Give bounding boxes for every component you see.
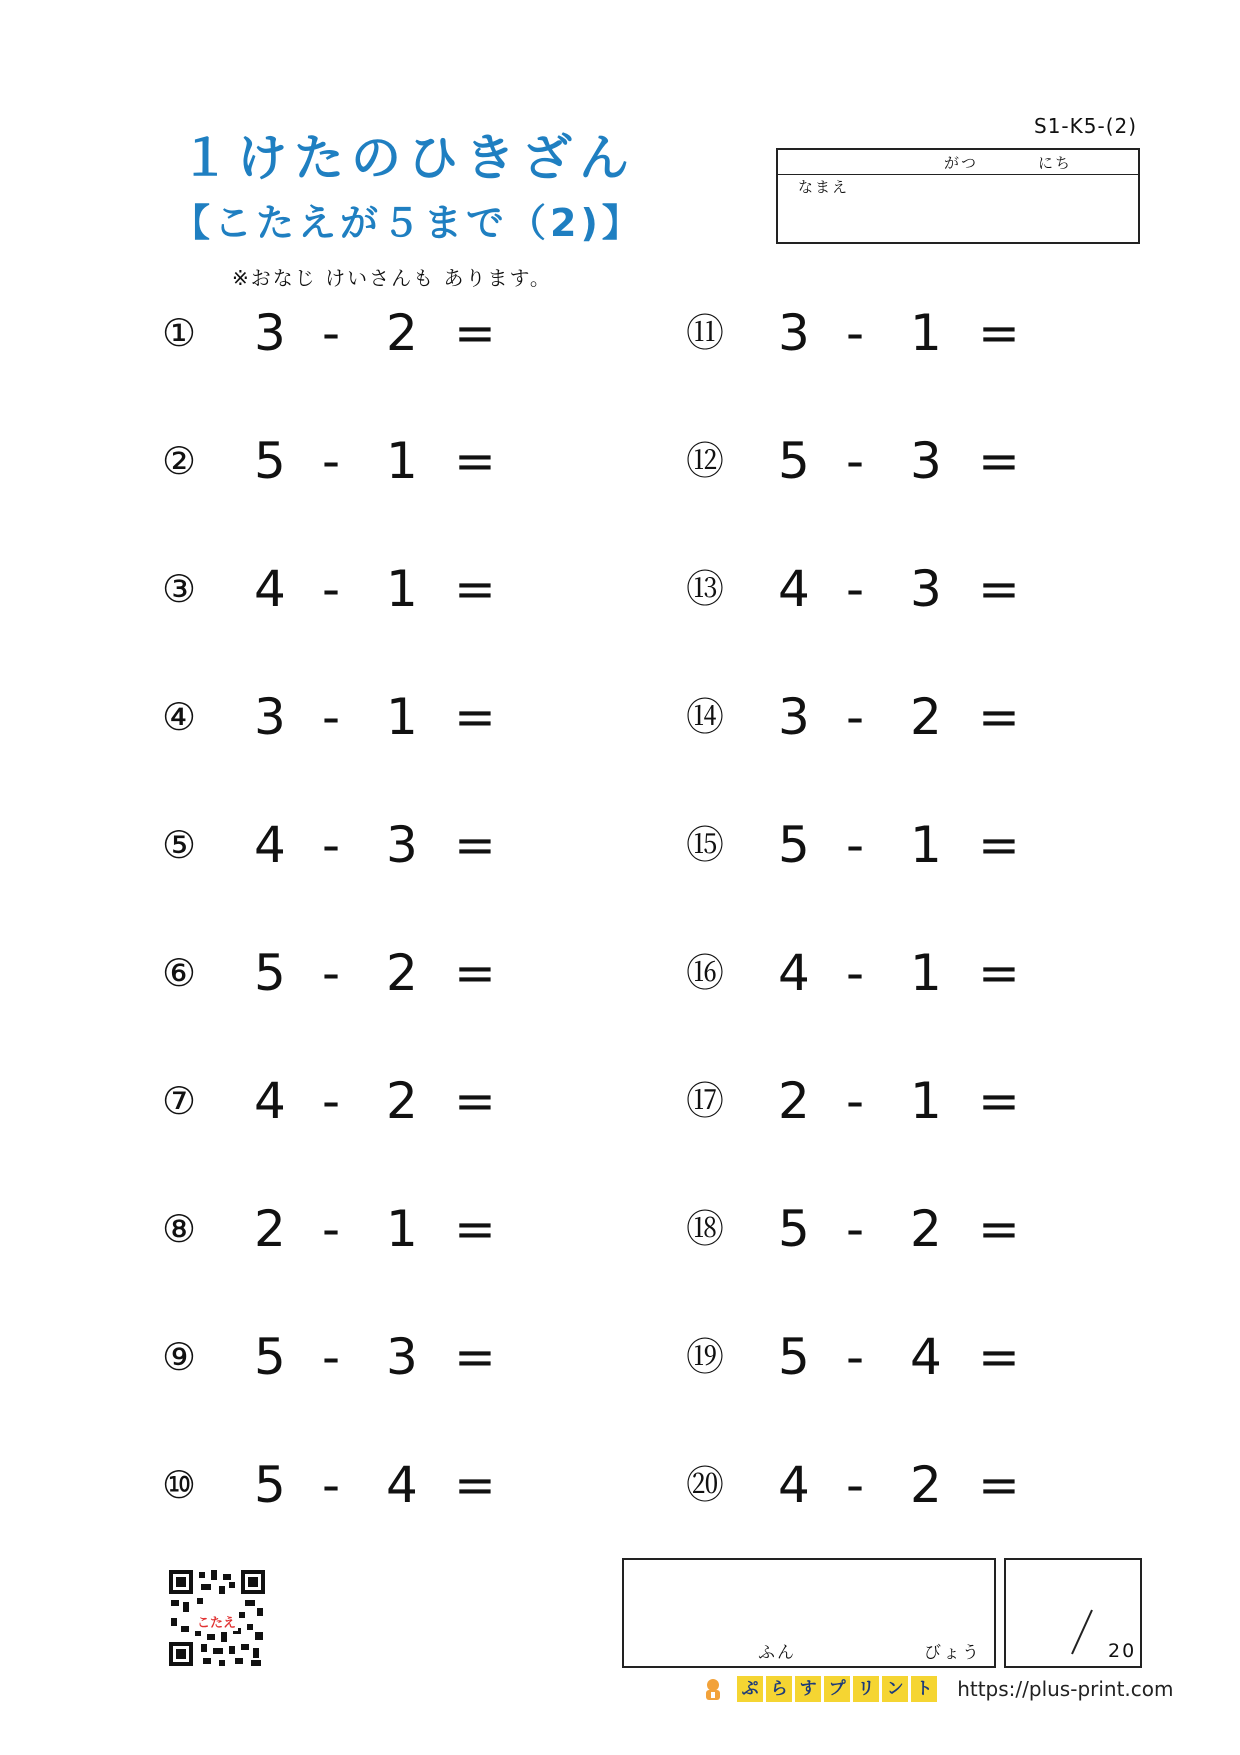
problem-left-10 bbox=[162, 1450, 502, 1520]
brand-char: ト bbox=[911, 1676, 937, 1702]
equals-sign: = bbox=[454, 1328, 496, 1386]
equals-sign: = bbox=[454, 1200, 496, 1258]
problem-right-8 bbox=[686, 1194, 1026, 1264]
minuend: 3 bbox=[778, 688, 810, 746]
worksheet-subtitle: 【こたえが５まで（2)】 bbox=[172, 201, 644, 245]
worksheet-title: １けたのひきざん bbox=[180, 129, 636, 187]
subtrahend: 1 bbox=[386, 432, 418, 490]
minus-sign: - bbox=[322, 304, 341, 362]
equals-sign: = bbox=[978, 688, 1020, 746]
date-row bbox=[778, 150, 1138, 175]
problem-left-5 bbox=[162, 810, 502, 880]
subtrahend: 2 bbox=[386, 1072, 418, 1130]
minus-sign: - bbox=[846, 816, 865, 874]
qr-answer-label: こたえ bbox=[195, 1612, 238, 1631]
problem-number: ⑬ bbox=[686, 567, 725, 611]
brand-footer bbox=[700, 1676, 1174, 1708]
subtrahend: 1 bbox=[910, 304, 942, 362]
minuend: 3 bbox=[254, 304, 286, 362]
problem-right-2 bbox=[686, 426, 1026, 496]
problem-left-2 bbox=[162, 426, 502, 496]
problem-right-7 bbox=[686, 1066, 1026, 1136]
minuend: 5 bbox=[254, 432, 286, 490]
brand-char: ぷ bbox=[737, 1676, 763, 1702]
problem-number: ⑫ bbox=[686, 439, 725, 483]
minuend: 5 bbox=[778, 816, 810, 874]
minuend: 5 bbox=[778, 432, 810, 490]
equals-sign: = bbox=[978, 816, 1020, 874]
minus-sign: - bbox=[322, 1200, 341, 1258]
subtrahend: 1 bbox=[386, 1200, 418, 1258]
problem-number: ⑱ bbox=[686, 1207, 725, 1251]
equals-sign: = bbox=[454, 304, 496, 362]
equals-sign: = bbox=[978, 944, 1020, 1002]
minuend: 4 bbox=[254, 560, 286, 618]
equals-sign: = bbox=[454, 944, 496, 1002]
score-box[interactable] bbox=[1004, 1558, 1142, 1668]
name-label: なまえ bbox=[798, 178, 850, 196]
problem-number: ② bbox=[162, 439, 197, 483]
subtrahend: 1 bbox=[910, 816, 942, 874]
time-box[interactable] bbox=[622, 1558, 996, 1668]
subtrahend: 1 bbox=[910, 944, 942, 1002]
problem-number: ③ bbox=[162, 567, 197, 611]
brand-mascot-icon bbox=[700, 1676, 726, 1702]
problem-number: ⑲ bbox=[686, 1335, 725, 1379]
equals-sign: = bbox=[978, 304, 1020, 362]
problem-number: ① bbox=[162, 311, 197, 355]
minuend: 3 bbox=[254, 688, 286, 746]
minus-sign: - bbox=[846, 304, 865, 362]
equals-sign: = bbox=[454, 1072, 496, 1130]
subtrahend: 1 bbox=[386, 688, 418, 746]
minuend: 5 bbox=[254, 1328, 286, 1386]
subtrahend: 4 bbox=[386, 1456, 418, 1514]
problem-number: ⑰ bbox=[686, 1079, 725, 1123]
subtrahend: 1 bbox=[910, 1072, 942, 1130]
month-label: がつ bbox=[944, 154, 979, 172]
minuend: 2 bbox=[254, 1200, 286, 1258]
problem-number: ⑨ bbox=[162, 1335, 197, 1379]
problem-left-1 bbox=[162, 298, 502, 368]
brand-char: す bbox=[795, 1676, 821, 1702]
equals-sign: = bbox=[978, 432, 1020, 490]
subtrahend: 4 bbox=[910, 1328, 942, 1386]
problem-right-5 bbox=[686, 810, 1026, 880]
equals-sign: = bbox=[978, 560, 1020, 618]
brand-name bbox=[737, 1679, 940, 1698]
problem-right-9 bbox=[686, 1322, 1026, 1392]
minuend: 2 bbox=[778, 1072, 810, 1130]
minus-sign: - bbox=[846, 432, 865, 490]
minuend: 4 bbox=[254, 1072, 286, 1130]
problem-number: ⑪ bbox=[686, 311, 725, 355]
brand-char: ン bbox=[882, 1676, 908, 1702]
problem-number: ⑯ bbox=[686, 951, 725, 995]
subtrahend: 3 bbox=[386, 1328, 418, 1386]
subtrahend: 3 bbox=[910, 432, 942, 490]
problem-number: ⑧ bbox=[162, 1207, 197, 1251]
score-total: 20 bbox=[1108, 1640, 1137, 1662]
equals-sign: = bbox=[454, 432, 496, 490]
equals-sign: = bbox=[978, 1072, 1020, 1130]
problem-right-10 bbox=[686, 1450, 1026, 1520]
problem-right-4 bbox=[686, 682, 1026, 752]
minuend: 4 bbox=[778, 944, 810, 1002]
problem-number: ⑦ bbox=[162, 1079, 197, 1123]
minus-sign: - bbox=[846, 1328, 865, 1386]
worksheet-note: ※おなじ けいさんも あります。 bbox=[232, 266, 552, 290]
problem-number: ⑮ bbox=[686, 823, 725, 867]
problem-left-3 bbox=[162, 554, 502, 624]
equals-sign: = bbox=[454, 816, 496, 874]
subtrahend: 2 bbox=[910, 1200, 942, 1258]
minuend: 5 bbox=[778, 1328, 810, 1386]
minus-sign: - bbox=[322, 1328, 341, 1386]
minus-sign: - bbox=[322, 560, 341, 618]
problem-right-3 bbox=[686, 554, 1026, 624]
subtrahend: 2 bbox=[386, 944, 418, 1002]
minus-sign: - bbox=[322, 944, 341, 1002]
minus-sign: - bbox=[322, 816, 341, 874]
subtrahend: 2 bbox=[910, 688, 942, 746]
minus-sign: - bbox=[846, 560, 865, 618]
problem-left-6 bbox=[162, 938, 502, 1008]
problem-left-4 bbox=[162, 682, 502, 752]
answer-qr-code[interactable] bbox=[167, 1568, 267, 1668]
problem-number: ④ bbox=[162, 695, 197, 739]
problem-left-8 bbox=[162, 1194, 502, 1264]
day-label: にち bbox=[1038, 154, 1073, 172]
subtrahend: 2 bbox=[910, 1456, 942, 1514]
minuend: 5 bbox=[254, 1456, 286, 1514]
subtrahend: 3 bbox=[910, 560, 942, 618]
equals-sign: = bbox=[978, 1200, 1020, 1258]
minutes-label: ふん bbox=[758, 1643, 796, 1663]
problem-number: ⑥ bbox=[162, 951, 197, 995]
problem-number: ⑩ bbox=[162, 1463, 197, 1507]
minus-sign: - bbox=[846, 944, 865, 1002]
problem-left-7 bbox=[162, 1066, 502, 1136]
minus-sign: - bbox=[322, 1072, 341, 1130]
minuend: 4 bbox=[778, 560, 810, 618]
minuend: 3 bbox=[778, 304, 810, 362]
worksheet-code: S1-K5-(2) bbox=[1034, 114, 1138, 138]
brand-char: ら bbox=[766, 1676, 792, 1702]
subtrahend: 2 bbox=[386, 304, 418, 362]
minus-sign: - bbox=[846, 688, 865, 746]
minus-sign: - bbox=[322, 688, 341, 746]
brand-char: リ bbox=[853, 1676, 879, 1702]
minus-sign: - bbox=[322, 1456, 341, 1514]
problem-number: ⑤ bbox=[162, 823, 197, 867]
minuend: 4 bbox=[254, 816, 286, 874]
name-date-box[interactable] bbox=[776, 148, 1140, 244]
brand-url[interactable]: https://plus-print.com bbox=[957, 1677, 1174, 1701]
equals-sign: = bbox=[454, 560, 496, 618]
problem-right-6 bbox=[686, 938, 1026, 1008]
seconds-label: びょう bbox=[924, 1643, 981, 1663]
problem-right-1 bbox=[686, 298, 1026, 368]
equals-sign: = bbox=[454, 1456, 496, 1514]
problem-number: ⑭ bbox=[686, 695, 725, 739]
brand-char: プ bbox=[824, 1676, 850, 1702]
minuend: 5 bbox=[778, 1200, 810, 1258]
minuend: 4 bbox=[778, 1456, 810, 1514]
minus-sign: - bbox=[322, 432, 341, 490]
problem-number: ⑳ bbox=[686, 1463, 725, 1507]
subtrahend: 1 bbox=[386, 560, 418, 618]
equals-sign: = bbox=[978, 1328, 1020, 1386]
minus-sign: - bbox=[846, 1456, 865, 1514]
problem-left-9 bbox=[162, 1322, 502, 1392]
minuend: 5 bbox=[254, 944, 286, 1002]
equals-sign: = bbox=[454, 688, 496, 746]
minus-sign: - bbox=[846, 1200, 865, 1258]
equals-sign: = bbox=[978, 1456, 1020, 1514]
minus-sign: - bbox=[846, 1072, 865, 1130]
subtrahend: 3 bbox=[386, 816, 418, 874]
